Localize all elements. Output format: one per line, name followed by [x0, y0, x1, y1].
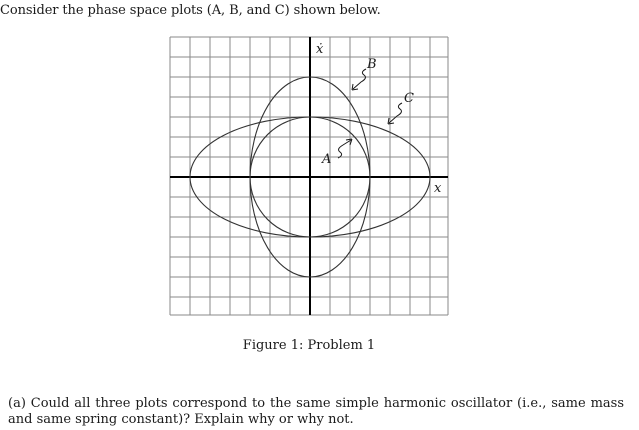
x-axis-label: x — [434, 181, 442, 196]
phase-space-figure — [166, 35, 452, 317]
phase-space-plot — [166, 35, 452, 317]
curve-b-pointer — [352, 69, 366, 90]
curve-a-label: A — [322, 152, 332, 167]
problem-intro: Consider the phase space plots (A, B, and C) shown below. — [0, 3, 381, 18]
y-axis-label: ẋ — [316, 42, 324, 57]
figure-caption: Figure 1: Problem 1 — [242, 338, 376, 353]
curve-b-label: B — [367, 57, 377, 72]
question-a: (a) Could all three plots correspond to the same simple harmonic oscillator (i.e., same mass and same spring constant)? Explain why or why not. — [8, 396, 624, 427]
curve-c-label: C — [404, 91, 414, 106]
